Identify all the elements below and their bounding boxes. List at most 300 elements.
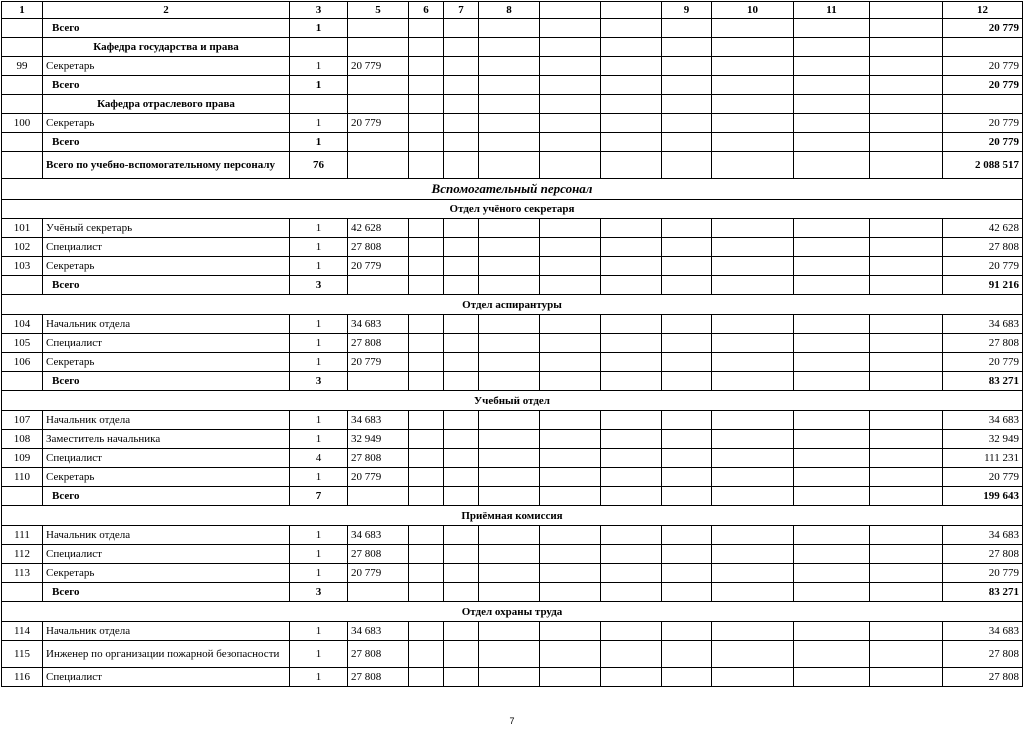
salary-cell: 34 683 xyxy=(348,315,409,334)
column-header: 5 xyxy=(348,2,409,19)
empty-cell xyxy=(409,19,444,38)
empty-cell xyxy=(444,114,479,133)
table-row xyxy=(2,200,1023,219)
empty-cell xyxy=(794,114,870,133)
empty-cell xyxy=(479,353,540,372)
empty-cell xyxy=(794,583,870,602)
column-header: 12 xyxy=(943,2,1023,19)
position-name: Секретарь xyxy=(43,468,290,487)
empty-cell xyxy=(662,353,712,372)
empty-cell xyxy=(712,152,794,179)
empty-cell xyxy=(409,487,444,506)
empty-cell xyxy=(712,334,794,353)
salary-cell: 27 808 xyxy=(348,641,409,668)
empty-cell xyxy=(409,219,444,238)
empty-cell xyxy=(870,57,943,76)
quantity-cell: 1 xyxy=(290,238,348,257)
table-row xyxy=(2,487,1023,506)
empty-cell xyxy=(794,334,870,353)
row-number-cell: 108 xyxy=(2,430,43,449)
column-header: 11 xyxy=(794,2,870,19)
empty-cell xyxy=(601,353,662,372)
empty-cell xyxy=(662,219,712,238)
empty-cell xyxy=(712,19,794,38)
empty-cell xyxy=(444,219,479,238)
empty-cell xyxy=(479,76,540,95)
empty-cell xyxy=(662,57,712,76)
salary-cell xyxy=(348,276,409,295)
empty-cell xyxy=(794,238,870,257)
empty-cell xyxy=(601,19,662,38)
empty-cell xyxy=(409,372,444,391)
row-number-cell: 111 xyxy=(2,526,43,545)
total-cell xyxy=(943,38,1023,57)
empty-cell xyxy=(601,487,662,506)
salary-cell: 34 683 xyxy=(348,622,409,641)
row-number-cell: 110 xyxy=(2,468,43,487)
quantity-cell: 1 xyxy=(290,76,348,95)
table-row xyxy=(2,564,1023,583)
column-header: 2 xyxy=(43,2,290,19)
salary-cell xyxy=(348,76,409,95)
empty-cell xyxy=(601,430,662,449)
empty-cell xyxy=(444,315,479,334)
table-row xyxy=(2,602,1023,622)
table-row xyxy=(2,19,1023,38)
empty-cell xyxy=(540,564,601,583)
empty-cell xyxy=(479,449,540,468)
position-name: Секретарь xyxy=(43,257,290,276)
section-heading: Вспомогательный персонал xyxy=(2,179,1023,200)
empty-cell xyxy=(444,372,479,391)
table-row xyxy=(2,545,1023,564)
row-number-cell: 109 xyxy=(2,449,43,468)
salary-cell: 27 808 xyxy=(348,545,409,564)
empty-cell xyxy=(601,114,662,133)
salary-cell xyxy=(348,95,409,114)
empty-cell xyxy=(662,19,712,38)
table-row xyxy=(2,526,1023,545)
total-cell: 20 779 xyxy=(943,76,1023,95)
empty-cell xyxy=(540,583,601,602)
table-row xyxy=(2,152,1023,179)
table-row xyxy=(2,238,1023,257)
quantity-cell: 1 xyxy=(290,353,348,372)
table-row xyxy=(2,641,1023,668)
empty-cell xyxy=(662,372,712,391)
table-row xyxy=(2,583,1023,602)
total-cell: 20 779 xyxy=(943,257,1023,276)
total-cell: 27 808 xyxy=(943,238,1023,257)
salary-cell: 20 779 xyxy=(348,564,409,583)
empty-cell xyxy=(409,668,444,687)
empty-cell xyxy=(870,372,943,391)
empty-cell xyxy=(794,76,870,95)
total-cell: 20 779 xyxy=(943,353,1023,372)
empty-cell xyxy=(870,219,943,238)
total-cell: 83 271 xyxy=(943,372,1023,391)
department-name: Кафедра государства и права xyxy=(43,38,290,57)
empty-cell xyxy=(601,668,662,687)
position-name: Всего xyxy=(43,276,290,295)
empty-cell xyxy=(409,641,444,668)
position-name: Начальник отдела xyxy=(43,315,290,334)
salary-cell xyxy=(348,372,409,391)
empty-cell xyxy=(794,641,870,668)
quantity-cell: 1 xyxy=(290,545,348,564)
empty-cell xyxy=(479,257,540,276)
salary-cell: 20 779 xyxy=(348,114,409,133)
empty-cell xyxy=(540,152,601,179)
row-number-cell xyxy=(2,133,43,152)
empty-cell xyxy=(479,641,540,668)
total-cell: 34 683 xyxy=(943,622,1023,641)
section-heading: Учебный отдел xyxy=(2,391,1023,411)
page-number: 7 xyxy=(509,716,515,726)
empty-cell xyxy=(662,449,712,468)
empty-cell xyxy=(712,38,794,57)
quantity-cell: 1 xyxy=(290,468,348,487)
empty-cell xyxy=(712,353,794,372)
empty-cell xyxy=(662,276,712,295)
table-row xyxy=(2,668,1023,687)
total-cell: 20 779 xyxy=(943,57,1023,76)
salary-cell: 27 808 xyxy=(348,238,409,257)
empty-cell xyxy=(662,95,712,114)
empty-cell xyxy=(409,583,444,602)
table-row xyxy=(2,133,1023,152)
row-number-cell xyxy=(2,276,43,295)
position-name: Специалист xyxy=(43,668,290,687)
empty-cell xyxy=(444,526,479,545)
position-name: Начальник отдела xyxy=(43,622,290,641)
total-cell: 2 088 517 xyxy=(943,152,1023,179)
empty-cell xyxy=(870,430,943,449)
empty-cell xyxy=(712,545,794,564)
total-cell: 42 628 xyxy=(943,219,1023,238)
staff-table xyxy=(1,1,1023,687)
empty-cell xyxy=(540,76,601,95)
empty-cell xyxy=(712,430,794,449)
quantity-cell: 1 xyxy=(290,57,348,76)
empty-cell xyxy=(712,114,794,133)
empty-cell xyxy=(601,468,662,487)
row-number-cell xyxy=(2,152,43,179)
empty-cell xyxy=(794,545,870,564)
salary-cell: 27 808 xyxy=(348,668,409,687)
empty-cell xyxy=(479,526,540,545)
salary-cell: 34 683 xyxy=(348,411,409,430)
empty-cell xyxy=(479,19,540,38)
empty-cell xyxy=(540,641,601,668)
total-cell: 34 683 xyxy=(943,315,1023,334)
empty-cell xyxy=(794,38,870,57)
empty-cell xyxy=(870,487,943,506)
empty-cell xyxy=(479,152,540,179)
table-row xyxy=(2,76,1023,95)
quantity-cell: 1 xyxy=(290,219,348,238)
row-number-cell xyxy=(2,372,43,391)
empty-cell xyxy=(540,449,601,468)
empty-cell xyxy=(479,583,540,602)
empty-cell xyxy=(870,468,943,487)
table-row xyxy=(2,506,1023,526)
empty-cell xyxy=(479,133,540,152)
total-cell: 27 808 xyxy=(943,641,1023,668)
empty-cell xyxy=(601,57,662,76)
empty-cell xyxy=(540,238,601,257)
empty-cell xyxy=(409,276,444,295)
empty-cell xyxy=(662,76,712,95)
quantity-cell: 1 xyxy=(290,315,348,334)
table-row xyxy=(2,372,1023,391)
empty-cell xyxy=(794,353,870,372)
row-number-cell: 104 xyxy=(2,315,43,334)
position-name: Специалист xyxy=(43,334,290,353)
table-row xyxy=(2,430,1023,449)
empty-cell xyxy=(601,152,662,179)
column-header: 8 xyxy=(479,2,540,19)
empty-cell xyxy=(540,430,601,449)
table-row xyxy=(2,353,1023,372)
quantity-cell: 3 xyxy=(290,276,348,295)
total-cell: 20 779 xyxy=(943,564,1023,583)
quantity-cell: 3 xyxy=(290,583,348,602)
empty-cell xyxy=(601,276,662,295)
row-number-cell xyxy=(2,95,43,114)
quantity-cell: 1 xyxy=(290,133,348,152)
empty-cell xyxy=(794,219,870,238)
empty-cell xyxy=(712,487,794,506)
column-header xyxy=(540,2,601,19)
empty-cell xyxy=(540,219,601,238)
empty-cell xyxy=(444,411,479,430)
row-number-cell: 103 xyxy=(2,257,43,276)
empty-cell xyxy=(712,583,794,602)
empty-cell xyxy=(540,353,601,372)
table-row xyxy=(2,449,1023,468)
empty-cell xyxy=(540,133,601,152)
empty-cell xyxy=(712,449,794,468)
position-name: Всего по учебно-вспомогательному персоналу xyxy=(43,152,290,179)
row-number-cell: 114 xyxy=(2,622,43,641)
empty-cell xyxy=(479,468,540,487)
section-heading: Отдел аспирантуры xyxy=(2,295,1023,315)
column-header: 7 xyxy=(444,2,479,19)
row-number-cell: 112 xyxy=(2,545,43,564)
empty-cell xyxy=(870,315,943,334)
column-header: 6 xyxy=(409,2,444,19)
empty-cell xyxy=(870,449,943,468)
quantity-cell: 3 xyxy=(290,372,348,391)
empty-cell xyxy=(794,133,870,152)
empty-cell xyxy=(870,276,943,295)
empty-cell xyxy=(601,257,662,276)
quantity-cell: 1 xyxy=(290,257,348,276)
empty-cell xyxy=(444,668,479,687)
empty-cell xyxy=(409,545,444,564)
empty-cell xyxy=(601,622,662,641)
empty-cell xyxy=(409,95,444,114)
salary-cell: 20 779 xyxy=(348,353,409,372)
empty-cell xyxy=(870,238,943,257)
quantity-cell: 1 xyxy=(290,411,348,430)
table-row xyxy=(2,38,1023,57)
empty-cell xyxy=(870,564,943,583)
row-number-cell xyxy=(2,38,43,57)
department-name: Кафедра отраслевого права xyxy=(43,95,290,114)
empty-cell xyxy=(601,526,662,545)
empty-cell xyxy=(712,468,794,487)
empty-cell xyxy=(662,411,712,430)
empty-cell xyxy=(870,526,943,545)
quantity-cell xyxy=(290,38,348,57)
quantity-cell: 1 xyxy=(290,526,348,545)
empty-cell xyxy=(601,95,662,114)
empty-cell xyxy=(601,238,662,257)
quantity-cell: 1 xyxy=(290,19,348,38)
empty-cell xyxy=(409,411,444,430)
table-row xyxy=(2,57,1023,76)
empty-cell xyxy=(444,622,479,641)
empty-cell xyxy=(479,38,540,57)
empty-cell xyxy=(444,238,479,257)
empty-cell xyxy=(540,545,601,564)
empty-cell xyxy=(712,95,794,114)
quantity-cell: 76 xyxy=(290,152,348,179)
position-name: Учёный секретарь xyxy=(43,219,290,238)
section-heading: Приёмная комиссия xyxy=(2,506,1023,526)
row-number-cell: 102 xyxy=(2,238,43,257)
quantity-cell: 4 xyxy=(290,449,348,468)
empty-cell xyxy=(870,76,943,95)
empty-cell xyxy=(540,114,601,133)
empty-cell xyxy=(409,564,444,583)
position-name: Специалист xyxy=(43,545,290,564)
total-cell: 111 231 xyxy=(943,449,1023,468)
empty-cell xyxy=(444,19,479,38)
empty-cell xyxy=(540,257,601,276)
total-cell xyxy=(943,95,1023,114)
empty-cell xyxy=(409,449,444,468)
empty-cell xyxy=(662,641,712,668)
empty-cell xyxy=(712,668,794,687)
empty-cell xyxy=(870,38,943,57)
salary-cell: 27 808 xyxy=(348,449,409,468)
empty-cell xyxy=(662,545,712,564)
empty-cell xyxy=(540,622,601,641)
empty-cell xyxy=(444,152,479,179)
empty-cell xyxy=(712,564,794,583)
empty-cell xyxy=(479,430,540,449)
position-name: Всего xyxy=(43,372,290,391)
empty-cell xyxy=(409,315,444,334)
empty-cell xyxy=(712,315,794,334)
empty-cell xyxy=(444,487,479,506)
empty-cell xyxy=(712,133,794,152)
row-number-cell: 107 xyxy=(2,411,43,430)
row-number-cell xyxy=(2,76,43,95)
empty-cell xyxy=(479,114,540,133)
empty-cell xyxy=(409,238,444,257)
empty-cell xyxy=(540,38,601,57)
table-row xyxy=(2,114,1023,133)
empty-cell xyxy=(409,38,444,57)
empty-cell xyxy=(479,95,540,114)
empty-cell xyxy=(601,133,662,152)
position-name: Специалист xyxy=(43,449,290,468)
empty-cell xyxy=(540,315,601,334)
empty-cell xyxy=(409,334,444,353)
empty-cell xyxy=(601,315,662,334)
row-number-cell: 101 xyxy=(2,219,43,238)
empty-cell xyxy=(601,641,662,668)
table-row xyxy=(2,257,1023,276)
empty-cell xyxy=(444,257,479,276)
empty-cell xyxy=(870,411,943,430)
quantity-cell: 1 xyxy=(290,430,348,449)
empty-cell xyxy=(479,411,540,430)
quantity-cell: 7 xyxy=(290,487,348,506)
position-name: Начальник отдела xyxy=(43,526,290,545)
position-name: Секретарь xyxy=(43,564,290,583)
quantity-cell xyxy=(290,95,348,114)
empty-cell xyxy=(870,114,943,133)
empty-cell xyxy=(479,372,540,391)
empty-cell xyxy=(662,238,712,257)
empty-cell xyxy=(444,133,479,152)
empty-cell xyxy=(870,257,943,276)
salary-cell: 27 808 xyxy=(348,334,409,353)
empty-cell xyxy=(601,411,662,430)
empty-cell xyxy=(712,76,794,95)
empty-cell xyxy=(409,353,444,372)
total-cell: 20 779 xyxy=(943,468,1023,487)
empty-cell xyxy=(444,38,479,57)
salary-cell xyxy=(348,133,409,152)
section-heading: Отдел учёного секретаря xyxy=(2,200,1023,219)
empty-cell xyxy=(444,430,479,449)
empty-cell xyxy=(662,526,712,545)
empty-cell xyxy=(601,583,662,602)
table-row xyxy=(2,295,1023,315)
empty-cell xyxy=(444,76,479,95)
salary-cell xyxy=(348,487,409,506)
table-row xyxy=(2,411,1023,430)
empty-cell xyxy=(601,449,662,468)
total-cell: 20 779 xyxy=(943,133,1023,152)
table-row xyxy=(2,95,1023,114)
position-name: Секретарь xyxy=(43,57,290,76)
empty-cell xyxy=(479,276,540,295)
empty-cell xyxy=(540,372,601,391)
empty-cell xyxy=(479,315,540,334)
column-header xyxy=(870,2,943,19)
total-cell: 91 216 xyxy=(943,276,1023,295)
empty-cell xyxy=(601,38,662,57)
table-row xyxy=(2,468,1023,487)
empty-cell xyxy=(662,668,712,687)
position-name: Всего xyxy=(43,133,290,152)
empty-cell xyxy=(662,430,712,449)
salary-cell xyxy=(348,38,409,57)
row-number-cell: 106 xyxy=(2,353,43,372)
empty-cell xyxy=(479,219,540,238)
empty-cell xyxy=(409,152,444,179)
empty-cell xyxy=(794,449,870,468)
empty-cell xyxy=(662,334,712,353)
empty-cell xyxy=(794,276,870,295)
